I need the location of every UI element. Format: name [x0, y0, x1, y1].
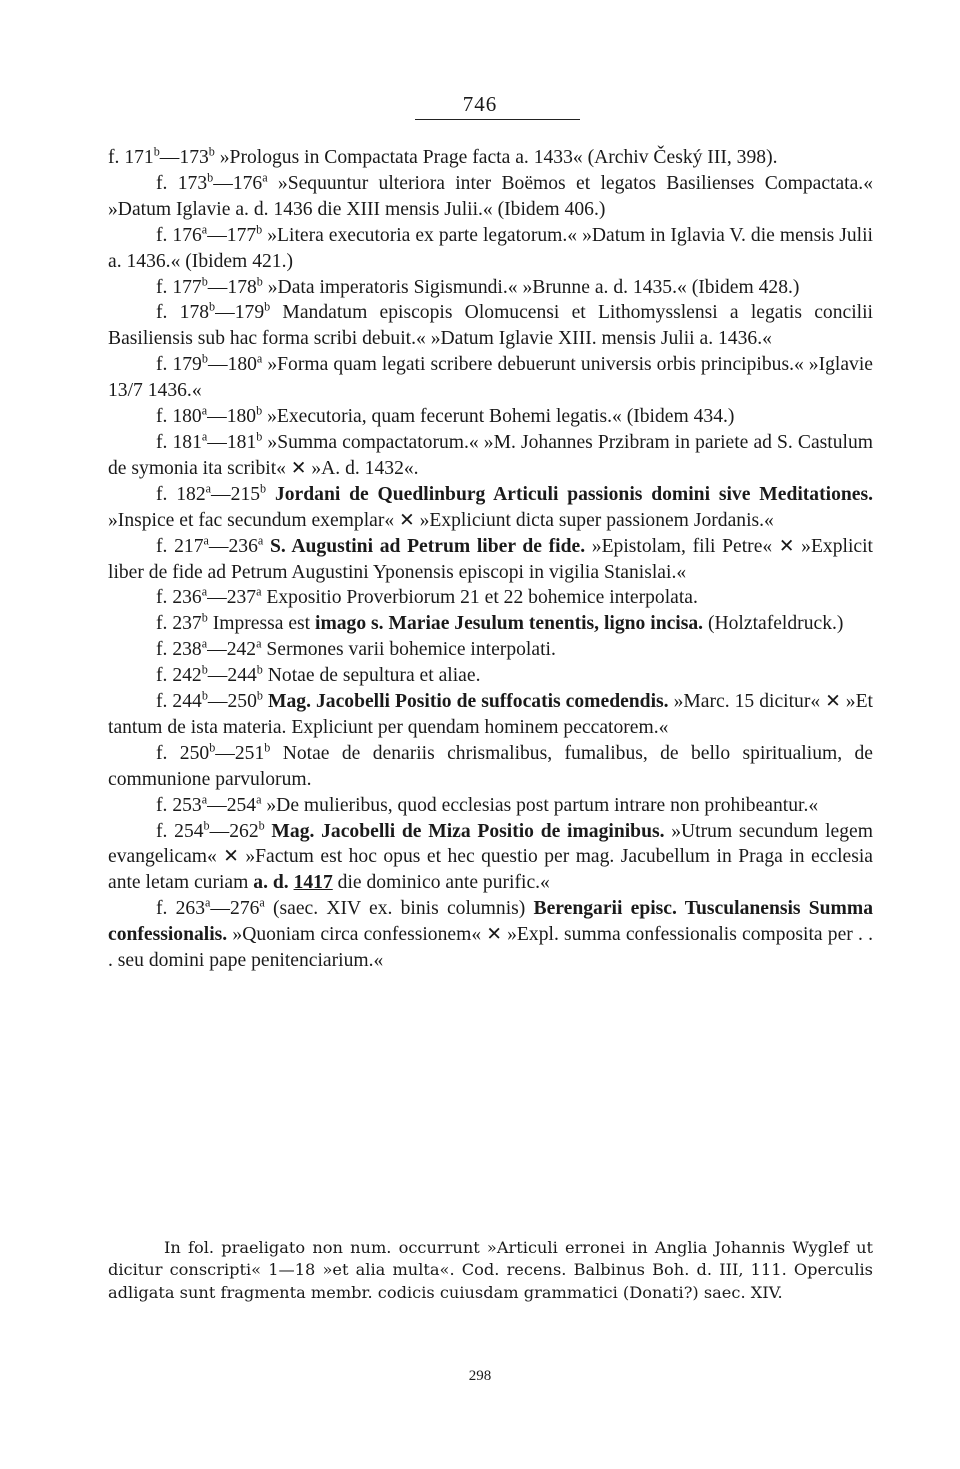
entry-text: f. 253: [156, 794, 202, 816]
folio-side-superscript: b: [207, 170, 214, 185]
entry-text: —173: [159, 147, 209, 168]
entry-text: f. 178: [156, 302, 210, 324]
entry-text: f. 177: [156, 276, 202, 298]
bold-title: a. d.: [253, 872, 294, 894]
entry-text: —180: [207, 354, 257, 376]
catalog-entries: [108, 145, 873, 974]
folio-side-superscript: a: [203, 533, 209, 548]
catalog-entry: [108, 585, 873, 611]
entry-text: »Et tantum de ista materia. Expliciunt per quendam hominem peccatorem.«: [108, 691, 874, 738]
entry-text: —178: [207, 276, 257, 298]
entry-text: »Inspice et fac secundum exemplar«: [108, 509, 400, 531]
folio-side-superscript: b: [208, 144, 215, 159]
entry-text: Expositio Proverbiorum 21 et 22 bohemice interpolata.: [261, 587, 698, 609]
folio-side-superscript: a: [256, 792, 262, 807]
entry-text: f. 250: [156, 742, 210, 764]
entry-text: —251: [215, 742, 265, 764]
entry-text: —262: [209, 820, 259, 842]
folio-side-superscript: a: [256, 351, 263, 366]
folio-side-superscript: a: [259, 895, 265, 910]
entry-text: [266, 484, 275, 505]
cross-mark: ✕: [778, 535, 795, 557]
entry-text: Impressa est: [207, 613, 315, 635]
folio-side-superscript: b: [264, 740, 271, 755]
entry-text: »Summa compactatorum.« »M. Johannes Przibram in pariete ad S. Castulum de symonia ita scribit«: [108, 431, 873, 479]
entry-text: »Quoniam circa confessionem«: [227, 924, 487, 946]
folio-side-superscript: a: [201, 584, 208, 599]
header-rule: [415, 119, 580, 120]
folio-side-superscript: a: [262, 170, 268, 185]
folio-side-superscript: a: [256, 636, 262, 651]
entry-text: (Holztafeldruck.): [703, 613, 844, 635]
folio-side-superscript: b: [256, 274, 263, 288]
footnote-text: In fol. praeligato non num. occurrunt »Articuli erronei in Anglia Johannis Wyglef ut dicitur conscripti« 1—18 »et alia multa«. Cod. recens. Balbinus Boh. d. III, 111. Operculis adligata sunt fragmenta membr. codicis cuiusdam grammatici (Donati?) saec. XIV.: [108, 1238, 873, 1302]
bold-title: Berengarii episc. Tusculanensis Summa confessionalis.: [108, 898, 873, 946]
catalog-entry: [108, 896, 873, 974]
entry-text: »Epistolam, fili Petre«: [585, 535, 779, 557]
catalog-entry: [108, 352, 873, 404]
entry-text: (saec. XIV ex. binis columnis): [264, 898, 534, 920]
folio-side-superscript: a: [205, 895, 211, 910]
entry-text: f. 244: [156, 691, 202, 713]
catalog-entry: [108, 534, 873, 586]
bold-title: Jordani de Quedlinburg Articuli passionis domini sive Meditationes.: [274, 483, 873, 505]
bold-title: Mag. Jacobelli de Miza Positio de imaginibus.: [271, 820, 665, 842]
entry-text: Notae de sepultura et aliae.: [262, 665, 481, 687]
entry-text: f. 237: [156, 613, 202, 635]
entry-text: »A. d. 1432«.: [306, 457, 419, 479]
entry-text: »Expl. summa confessionalis composita per . . . seu domini pape penitenciarium.«: [108, 924, 874, 972]
entry-text: —237: [207, 587, 257, 609]
sheet-number: 298: [468, 1368, 492, 1384]
entry-text: —177: [207, 224, 257, 246]
cross-mark: ✕: [399, 509, 415, 531]
catalog-entry: [108, 819, 873, 897]
entry-text: f. 242: [156, 665, 202, 687]
entry-text: Sermones varii bohemice interpolati.: [261, 639, 556, 661]
entry-text: die dominico ante purific.«: [332, 872, 550, 894]
bold-title: imago s. Mariae Jesulum tenentis, ligno incisa.: [315, 613, 704, 635]
entry-text: —244: [207, 665, 257, 687]
catalog-entry: [108, 300, 873, 352]
entry-text: f. 263: [156, 898, 206, 920]
cross-mark: ✕: [290, 457, 307, 479]
folio-side-superscript: b: [201, 662, 208, 677]
folio-side-superscript: b: [209, 740, 216, 755]
entry-text: f. 182: [156, 483, 206, 505]
entry-text: »Prologus in Compactata Prage facta a. 1433« (Archiv Český III, 398).: [214, 147, 778, 168]
entry-text: —181: [207, 431, 257, 453]
bold-title: Mag. Jacobelli Positio de suffocatis comedendis.: [267, 691, 669, 713]
folio-side-superscript: a: [205, 481, 212, 496]
catalog-entry: [108, 430, 873, 482]
entry-text: f. 173: [156, 172, 208, 194]
catalog-entry: [108, 741, 873, 793]
catalog-entry: [108, 663, 873, 689]
entry-text: »Sequuntur ulteriora inter Boëmos et legatos Basilienses Compactata.« »Datum Iglavie a. d. 1436 die XIII mensis Julii.« (Ibidem 406.): [108, 172, 874, 220]
cross-mark: ✕: [825, 691, 841, 713]
entry-text: »Executoria, quam fecerunt Bohemi legatis.« (Ibidem 434.): [262, 406, 735, 428]
entry-text: [263, 536, 270, 557]
catalog-entry: [108, 637, 873, 663]
entry-text: f. 180: [156, 406, 202, 428]
entry-text: Mandatum episcopis Olomucensi et Lithomysslensi a legatis concilii Basiliensis sub hac forma scribi debuit.« »Datum Iglavie XIII. mensis Julii a. 1436.«: [108, 302, 873, 350]
entry-text: »De mulieribus, quod ecclesias post partum intrare non prohibeantur.«: [261, 794, 819, 816]
entry-text: »Data imperatoris Sigismundi.« »Brunne a. d. 1435.« (Ibidem 428.): [262, 276, 800, 298]
entry-text: f. 171: [108, 147, 154, 168]
bold-title: S. Augustini ad Petrum liber de fide.: [269, 535, 586, 557]
entry-text: —250: [207, 691, 257, 713]
entry-text: »Marc. 15 dicitur«: [668, 691, 826, 713]
entry-text: »Factum est hoc opus et hec questio per mag. Jacubellum in Praga in ecclesia ante letam curiam: [108, 846, 874, 894]
cross-mark: ✕: [223, 846, 239, 868]
folio-side-superscript: b: [260, 481, 267, 496]
folio-side-superscript: b: [203, 818, 210, 833]
entry-text: f. 238: [156, 639, 202, 661]
entry-text: Notae de denariis chrismalibus, fumalibus, de bello spiritualium, de communione parvulorum.: [108, 742, 873, 790]
folio-side-superscript: b: [258, 818, 265, 833]
folio-side-superscript: b: [256, 688, 263, 703]
catalog-entry: [108, 689, 873, 741]
catalog-entry: [108, 223, 873, 275]
folio-side-superscript: a: [257, 533, 264, 548]
entry-text: —176: [213, 172, 263, 194]
entry-text: »Expliciunt dicta super passionem Jordanis.«: [414, 509, 774, 531]
folio-side-superscript: b: [201, 274, 208, 288]
entry-text: —180: [207, 406, 257, 428]
entry-text: »Litera executoria ex parte legatorum.« »Datum in Iglavia V. die mensis Julii a. 1436.« (Ibidem 421.): [108, 224, 873, 272]
entry-text: f. 217: [156, 535, 204, 557]
folio-side-superscript: b: [209, 299, 216, 314]
entry-text: »Utrum secundum legem evangelicam«: [108, 820, 873, 868]
entry-text: —215: [211, 483, 261, 505]
entry-text: —254: [207, 794, 257, 816]
folio-side-superscript: b: [256, 662, 263, 677]
folio-side-superscript: b: [201, 351, 208, 366]
entry-text: f. 181: [156, 431, 202, 453]
catalog-entry: [108, 275, 873, 301]
entry-text: f. 236: [156, 587, 202, 609]
catalog-entry: [108, 611, 873, 637]
folio-side-superscript: b: [153, 144, 160, 159]
entry-text: f. 179: [156, 354, 202, 376]
entry-text: —236: [208, 535, 258, 557]
bold-title: 1417: [293, 872, 333, 894]
cross-mark: ✕: [486, 924, 502, 946]
catalog-entry: [108, 793, 873, 819]
folio-side-superscript: a: [201, 429, 208, 444]
entry-text: —276: [210, 898, 260, 920]
entry-text: —179: [215, 302, 265, 324]
folio-side-superscript: a: [201, 403, 208, 418]
entry-text: »Explicit liber de fide ad Petrum Augustini Yponensis episcopi in vigilia Stanislai.«: [108, 535, 873, 583]
entry-text: f. 176: [156, 224, 202, 246]
page-number: 746: [462, 92, 498, 116]
entry-text: »Forma quam legati scribere debuerunt universis orbis principibus.« »Iglavie 13/7 1436.«: [108, 354, 873, 402]
folio-side-superscript: b: [256, 429, 263, 444]
entry-text: f. 254: [156, 820, 204, 842]
folio-side-superscript: b: [264, 299, 271, 314]
folio-side-superscript: a: [201, 222, 208, 237]
folio-side-superscript: b: [201, 688, 208, 703]
catalog-entry: [108, 145, 873, 171]
catalog-entry: [108, 171, 873, 223]
folio-side-superscript: a: [201, 792, 208, 807]
entry-text: —242: [207, 639, 257, 661]
catalog-entry: [108, 482, 873, 534]
folio-side-superscript: a: [256, 584, 262, 599]
folio-side-superscript: b: [201, 610, 208, 625]
folio-side-superscript: a: [201, 636, 208, 651]
folio-side-superscript: b: [256, 403, 263, 418]
catalog-entry: [108, 404, 873, 430]
footnote: [108, 1237, 873, 1304]
folio-side-superscript: b: [256, 222, 263, 237]
